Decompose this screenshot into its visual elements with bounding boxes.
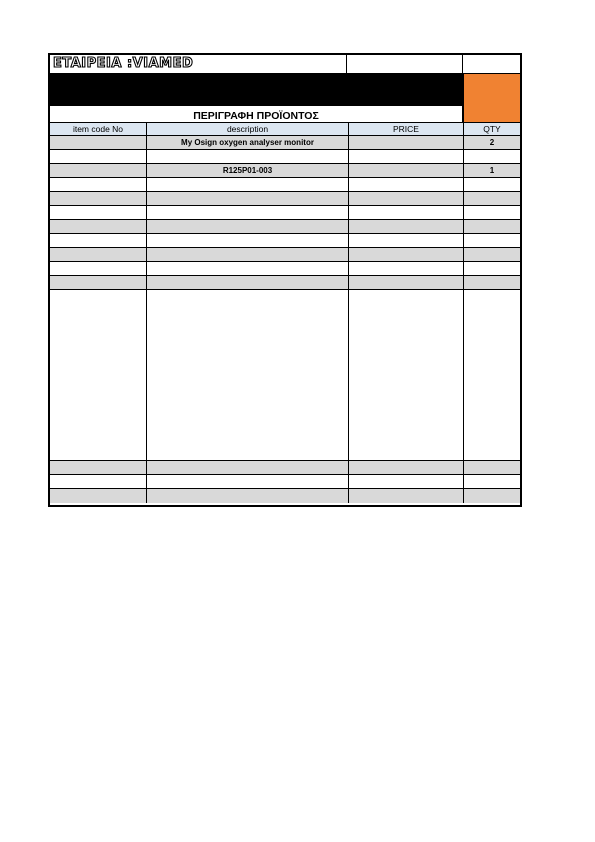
product-sheet: [48, 53, 522, 507]
top-empty-cell: [463, 55, 520, 74]
description-cell: [147, 290, 349, 461]
price-cell: [349, 234, 464, 248]
qty-cell: [464, 220, 520, 234]
column-header-item-code: item code No: [50, 122, 147, 136]
item-code-cell: [50, 290, 147, 461]
description-cell: [147, 220, 349, 234]
description-cell: [147, 489, 349, 503]
item-code-cell: [50, 248, 147, 262]
table-row: [50, 178, 520, 192]
black-banner: [50, 74, 463, 106]
table-row: [50, 150, 520, 164]
orange-block: [463, 74, 520, 122]
item-code-cell: [50, 136, 147, 150]
column-header-price: PRICE: [349, 122, 464, 136]
item-code-cell: [50, 150, 147, 164]
description-cell: [147, 206, 349, 220]
item-code-cell: [50, 206, 147, 220]
item-code-cell: [50, 234, 147, 248]
description-cell: R125P01-003: [147, 164, 349, 178]
table-row: [50, 461, 520, 475]
price-cell: [349, 489, 464, 503]
item-code-cell: [50, 461, 147, 475]
table-row: [50, 206, 520, 220]
price-cell: [349, 248, 464, 262]
qty-cell: [464, 206, 520, 220]
qty-cell: [464, 248, 520, 262]
qty-cell: [464, 489, 520, 503]
company-name: ETAIPEIA :VIAMED: [50, 55, 347, 74]
qty-cell: [464, 234, 520, 248]
price-cell: [349, 262, 464, 276]
price-cell: [349, 475, 464, 489]
description-cell: [147, 248, 349, 262]
table-row: [50, 475, 520, 489]
item-code-cell: [50, 276, 147, 290]
item-code-cell: [50, 164, 147, 178]
description-cell: [147, 475, 349, 489]
qty-cell: [464, 475, 520, 489]
price-cell: [349, 192, 464, 206]
table-row: [50, 489, 520, 503]
table-row: [50, 262, 520, 276]
qty-cell: [464, 290, 520, 461]
price-cell: [349, 206, 464, 220]
table-row: [50, 136, 520, 150]
table-row: [50, 234, 520, 248]
qty-cell: [464, 461, 520, 475]
qty-cell: 1: [464, 164, 520, 178]
price-cell: [349, 150, 464, 164]
description-cell: [147, 234, 349, 248]
qty-cell: [464, 150, 520, 164]
column-header-description: description: [147, 122, 349, 136]
item-code-cell: [50, 262, 147, 276]
item-code-cell: [50, 489, 147, 503]
column-header-qty: QTY: [464, 122, 520, 136]
price-cell: [349, 164, 464, 178]
price-cell: [349, 461, 464, 475]
qty-cell: [464, 262, 520, 276]
description-cell: My Osign oxygen analyser monitor: [147, 136, 349, 150]
item-code-cell: [50, 475, 147, 489]
description-cell: [147, 461, 349, 475]
qty-cell: [464, 192, 520, 206]
price-cell: [349, 220, 464, 234]
table-row: [50, 248, 520, 262]
item-code-cell: [50, 220, 147, 234]
table-row: [50, 164, 520, 178]
table-row: [50, 220, 520, 234]
description-cell: [147, 276, 349, 290]
table-header-row: [50, 122, 520, 136]
price-cell: [349, 290, 464, 461]
qty-cell: 2: [464, 136, 520, 150]
price-cell: [349, 276, 464, 290]
qty-cell: [464, 276, 520, 290]
table-row: [50, 276, 520, 290]
table-row: [50, 192, 520, 206]
description-cell: [147, 262, 349, 276]
description-cell: [147, 192, 349, 206]
item-code-cell: [50, 178, 147, 192]
table-row: [50, 290, 520, 461]
description-cell: [147, 178, 349, 192]
price-cell: [349, 178, 464, 192]
qty-cell: [464, 178, 520, 192]
top-empty-cell: [347, 55, 463, 74]
description-cell: [147, 150, 349, 164]
item-code-cell: [50, 192, 147, 206]
section-title: ΠΕΡΙΓΡΑΦΗ ΠΡΟΪΟΝΤΟΣ: [50, 106, 463, 122]
price-cell: [349, 136, 464, 150]
